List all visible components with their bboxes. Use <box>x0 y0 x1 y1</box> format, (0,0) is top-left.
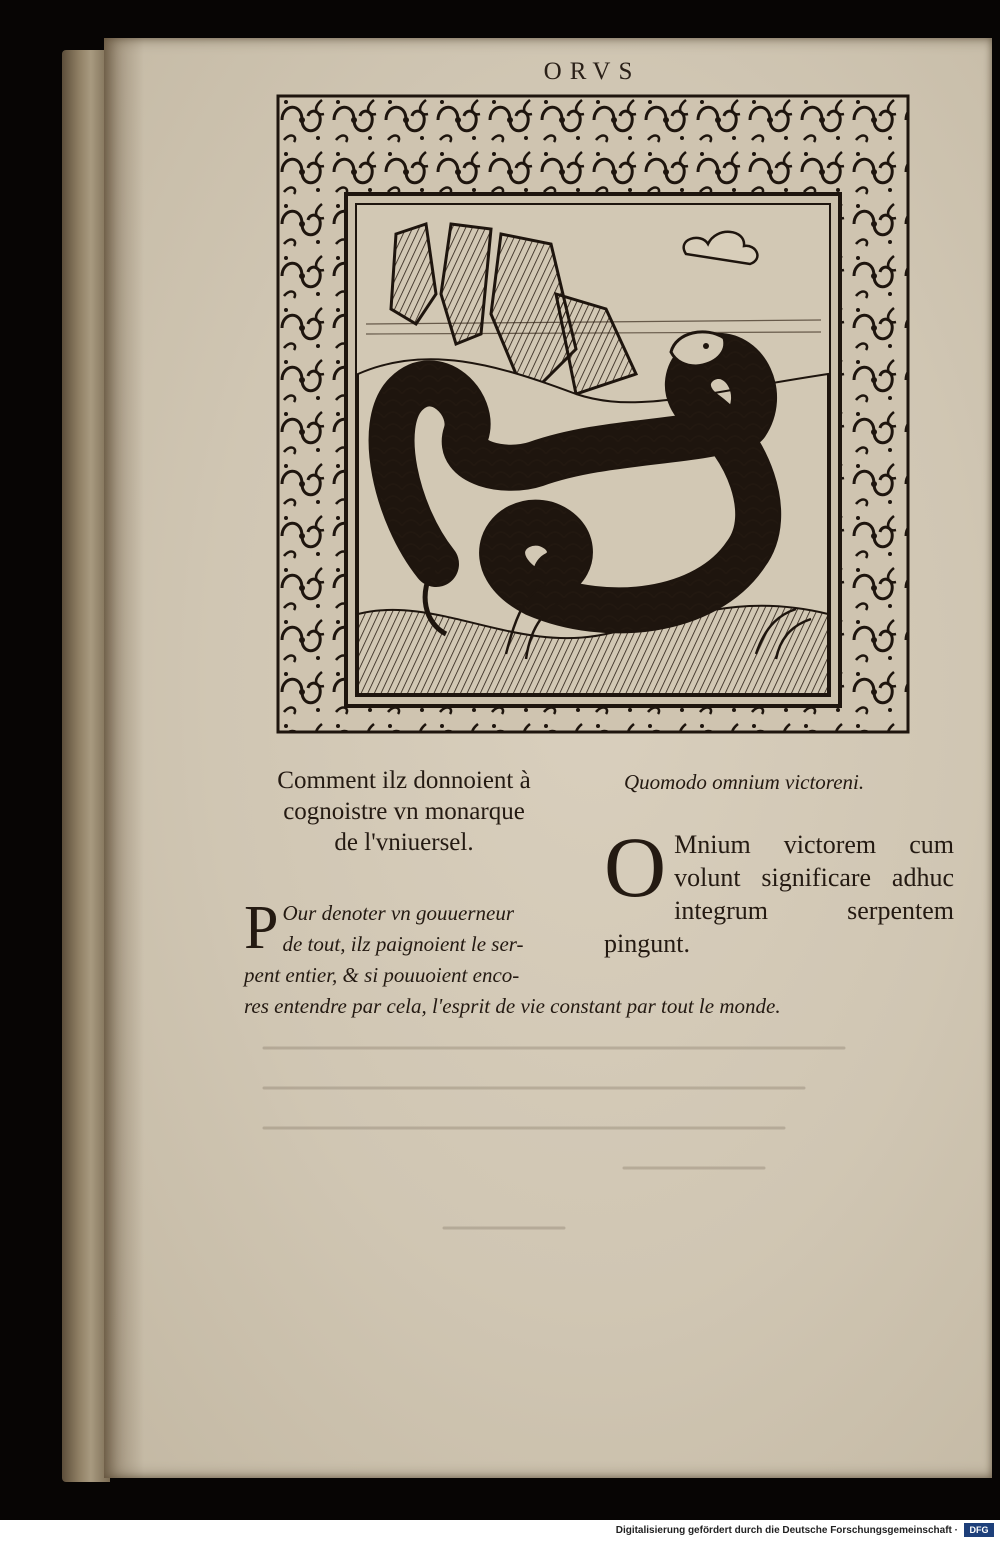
bleed-through-text <box>244 1028 944 1248</box>
french-body-line: pent entier, & si pouuoient enco- <box>244 963 520 987</box>
french-paragraph <box>244 894 604 991</box>
book-page <box>104 38 992 1478</box>
latin-body-text: Mnium victorem cum volunt significare adhuc integrum serpentem pingunt. <box>604 830 954 958</box>
french-tail-line: res entendre par cela, l'esprit de vie constant par tout le monde. <box>244 994 781 1018</box>
latin-dropcap: O <box>604 819 667 915</box>
french-dropcap: P <box>244 894 279 962</box>
french-heading-line: de l'vniuersel. <box>334 829 474 856</box>
page-gutter-shadow <box>104 38 144 1478</box>
french-body-line: Our denoter vn gouuerneur <box>282 901 515 925</box>
book-edge <box>62 50 110 1482</box>
footer-credit: Digitalisierung gefördert durch die Deutsche Forschungsgemeinschaft · <box>615 1525 958 1536</box>
french-body-line: de tout, ilz paignoient le ser- <box>282 932 524 956</box>
french-heading-line: Comment ilz donnoient à <box>277 767 531 794</box>
running-head: ORVS <box>543 58 641 85</box>
latin-heading: Quomodo omnium victoreni. <box>624 770 865 794</box>
woodcut-illustration <box>276 94 910 734</box>
footer-bar <box>0 1520 1000 1541</box>
french-heading <box>224 765 584 858</box>
latin-paragraph <box>604 819 954 960</box>
dfg-logo: DFG <box>964 1523 994 1537</box>
french-heading-line: cognoistre vn monarque <box>283 798 525 825</box>
